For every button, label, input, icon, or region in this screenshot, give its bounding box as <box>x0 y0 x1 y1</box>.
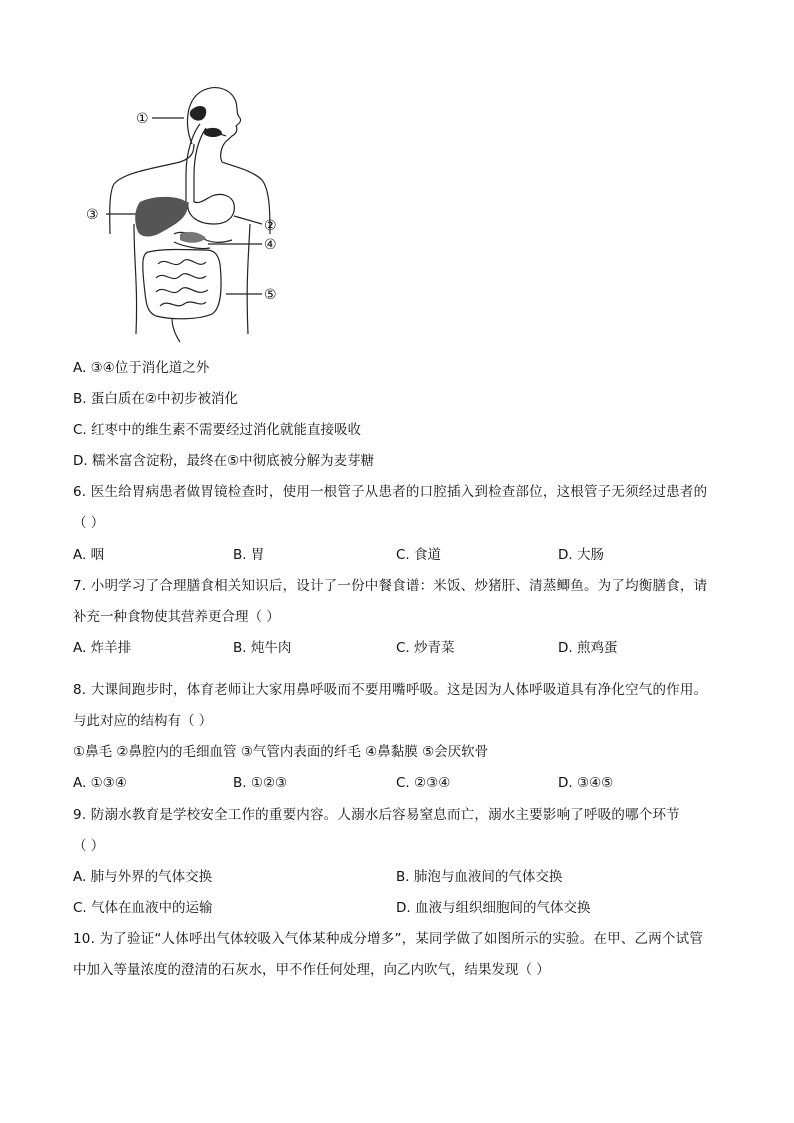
q7-option-d: D. 煎鸡蛋 <box>558 640 618 656</box>
q9-option-d: D. 血液与组织细胞间的气体交换 <box>396 900 591 916</box>
q10-stem-line1: 10. 为了验证“人体呼出气体较吸入气体某种成分增多”，某同学做了如图所示的实验。在甲、乙两个试管 <box>73 931 704 947</box>
torso-right <box>247 224 250 334</box>
label-3: ③ <box>86 207 99 223</box>
q8-stem-line1: 8. 大课间跑步时，体育老师让大家用鼻呼吸而不要用嘴呼吸。这是因为人体呼吸道具有净化空气的作用。 <box>73 682 708 698</box>
q8-stem-line2: 与此对应的结构有（ ） <box>73 713 213 729</box>
label-1: ① <box>136 111 149 127</box>
q5-option-a: A. ③④位于消化道之外 <box>73 360 210 376</box>
q9-option-b: B. 肺泡与血液间的气体交换 <box>396 869 563 885</box>
q7-option-b: B. 炖牛肉 <box>233 640 292 656</box>
q5-option-c: C. 红枣中的维生素不需要经过消化就能直接吸收 <box>73 422 362 438</box>
q7-stem-line2: 补充一种食物使其营养更合理（ ） <box>73 609 280 625</box>
q8-option-d: D. ③④⑤ <box>558 775 614 791</box>
q7-option-a: A. 炸羊排 <box>73 640 132 656</box>
q6-option-b: B. 胃 <box>233 547 265 563</box>
q9-option-c: C. 气体在血液中的运输 <box>73 900 213 916</box>
q9-stem-line2: （ ） <box>73 838 105 854</box>
digestive-system-diagram <box>76 84 306 346</box>
label-5: ⑤ <box>264 287 277 303</box>
q6-option-d: D. 大肠 <box>558 547 604 563</box>
q6-option-c: C. 食道 <box>396 547 442 563</box>
q9-stem-line1: 9. 防溺水教育是学校安全工作的重要内容。人溺水后容易窒息而亡，溺水主要影响了呼吸的哪个环节 <box>73 807 680 823</box>
q9-option-a: A. 肺与外界的气体交换 <box>73 869 213 885</box>
right-shoulder <box>222 162 270 234</box>
q6-stem-line2: （ ） <box>73 515 105 531</box>
q8-option-b: B. ①②③ <box>233 775 288 791</box>
q7-stem-line1: 7. 小明学习了合理膳食相关知识后，设计了一份中餐食谱：米饭、炒猪肝、清蒸鲫鱼。为了均衡膳食，请 <box>73 578 708 594</box>
q8-option-c: C. ②③④ <box>396 775 451 791</box>
q8-option-a: A. ①③④ <box>73 775 127 791</box>
label-4: ④ <box>264 237 277 253</box>
q8-structure-items: ①鼻毛 ②鼻腔内的毛细血管 ③气管内表面的纤毛 ④鼻黏膜 ⑤会厌软骨 <box>73 744 489 760</box>
q5-option-d: D. 糯米富含淀粉，最终在⑤中彻底被分解为麦芽糖 <box>73 453 375 469</box>
q6-option-a: A. 咽 <box>73 547 105 563</box>
q10-stem-line2: 中加入等量浓度的澄清的石灰水，甲不作任何处理，向乙内吹气，结果发现（ ） <box>73 962 550 978</box>
torso-left <box>134 224 137 334</box>
q6-stem-line1: 6. 医生给胃病患者做胃镜检查时，使用一根管子从患者的口腔插入到检查部位，这根管子无须经过患者的 <box>73 484 708 500</box>
label-2: ② <box>264 218 277 234</box>
q5-option-b: B. 蛋白质在②中初步被消化 <box>73 391 238 407</box>
head-outline <box>188 88 241 162</box>
q7-option-c: C. 炒青菜 <box>396 640 455 656</box>
